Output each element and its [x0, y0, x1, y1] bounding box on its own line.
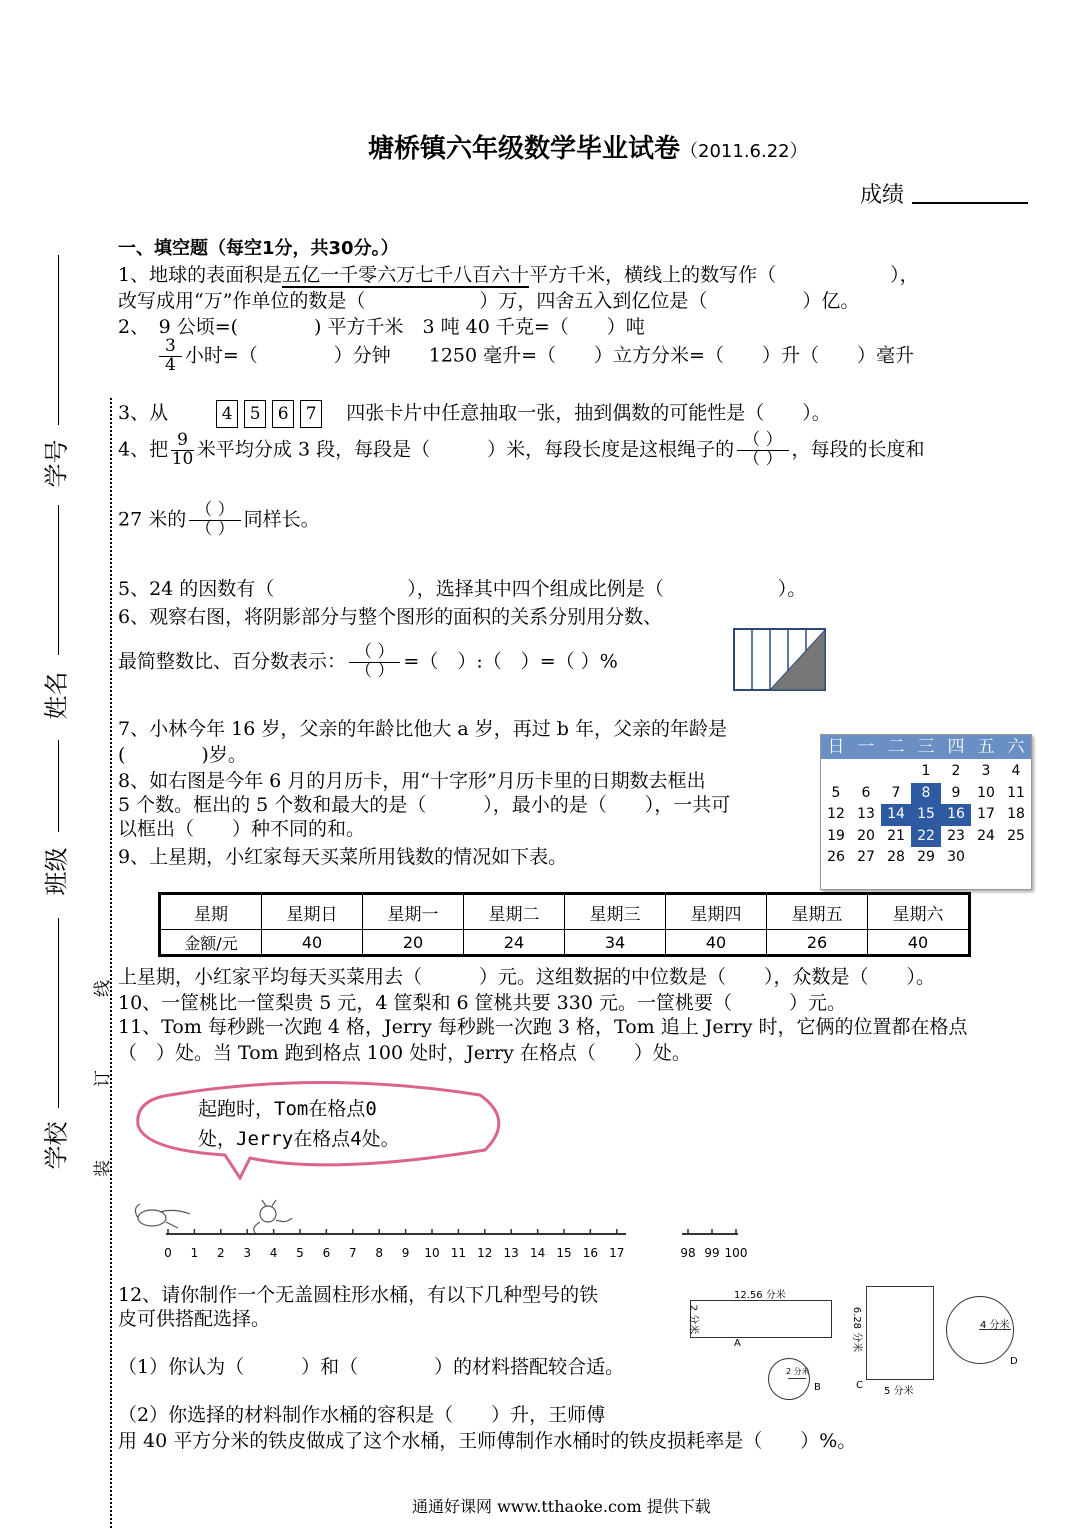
- calendar-day: 6: [861, 784, 871, 801]
- calendar-day: 17: [977, 806, 995, 822]
- number-line-label: 10: [424, 1246, 440, 1260]
- number-line-label: 0: [164, 1246, 172, 1260]
- calendar-day: 22: [911, 826, 941, 848]
- exam-title: 塘桥镇六年级数学毕业试卷（2011.6.22）: [368, 134, 808, 164]
- calendar-day: 10: [977, 784, 995, 801]
- score-label: 成绩: [860, 183, 905, 208]
- shape-d-radius: 4 分米: [980, 1320, 1010, 1331]
- calendar-day: 1: [921, 763, 931, 779]
- q7-line1: 7、小林今年 16 岁，父亲的年龄比他大 a 岁，再过 b 年，父亲的年龄是: [118, 718, 727, 740]
- calendar-day: [971, 847, 1001, 869]
- student-id-label: 学号: [42, 439, 71, 488]
- q4-blank-fraction: $\frac{( )}{( )}$: [737, 432, 788, 469]
- shape-c-label: C: [856, 1380, 863, 1391]
- q2-fraction: $\frac{3}{4}$: [159, 338, 182, 375]
- card-7: 7: [300, 400, 322, 428]
- q4-blank-fraction-2: $\frac{( )}{( )}$: [189, 502, 240, 539]
- table-cell: 24: [464, 930, 565, 956]
- number-line-label: 6: [322, 1246, 331, 1260]
- calendar-day: 3: [981, 763, 991, 779]
- table-cell: 40: [868, 930, 970, 956]
- number-line-label: 13: [503, 1246, 519, 1260]
- name-label: 姓名: [42, 671, 71, 720]
- q2-line1: 2、 9 公顷=( ) 平方千米 3 吨 40 千克=（ ）吨: [118, 316, 645, 338]
- calendar-day: 5: [831, 784, 841, 801]
- jerry-sketch: [254, 1200, 292, 1234]
- binding-char-zhuang: 装: [93, 1160, 113, 1177]
- card-4: 4: [216, 400, 238, 428]
- number-line-label: 3: [243, 1246, 252, 1260]
- binding-dotted-line: [110, 398, 112, 1528]
- calendar-day: 25: [1007, 827, 1025, 844]
- student-id-line: [58, 255, 59, 425]
- calendar-day: 7: [891, 784, 901, 801]
- table-header: 星期四: [666, 894, 767, 930]
- june-calendar: [820, 734, 1032, 890]
- calendar-day: 13: [857, 806, 875, 822]
- q4-line2: 27 米的 $\frac{( )}{( )}$ 同样长。: [118, 500, 320, 539]
- q1-line2: 改写成用“万”作单位的数是（ ）万，四舍五入到亿位是（ ）亿。: [118, 290, 860, 312]
- number-line-labels: [130, 1246, 770, 1266]
- q6-shaded-figure: [733, 628, 827, 692]
- tom-sketch: [135, 1204, 190, 1228]
- q4-line1: 4、把 $\frac{9}{10}$ 米平均分成 3 段，每段是（ ）米，每段长度是这根绳子的 $\frac{( )}{( )}$ ，每段的长度和: [118, 430, 925, 469]
- number-line-label: 17: [609, 1246, 625, 1260]
- shape-b-radius: 2 分米: [786, 1367, 810, 1376]
- spending-table: [158, 892, 971, 957]
- table-cell: 26: [767, 930, 868, 956]
- q5-line: 5、24 的因数有（ ），选择其中四个组成比例是（ ）。: [118, 578, 807, 600]
- calendar-days: [821, 759, 1031, 869]
- score-blank[interactable]: [912, 202, 1028, 204]
- calendar-day: [851, 761, 881, 783]
- calendar-day: 19: [827, 827, 845, 844]
- number-line-label: 9: [401, 1246, 410, 1260]
- shape-b-circle: [768, 1358, 810, 1400]
- card-5: 5: [244, 400, 266, 428]
- calendar-day: 9: [951, 784, 961, 801]
- number-line-label: 12: [477, 1246, 493, 1260]
- table-cell: 20: [363, 930, 464, 956]
- card-6: 6: [272, 400, 294, 428]
- q1-underlined-number: 五亿一千零六万七千八百六十: [282, 264, 530, 286]
- shape-b-label: B: [814, 1382, 821, 1393]
- calendar-day: 29: [917, 849, 935, 865]
- q8-line2: 5 个数。框出的 5 个数和最大的是（ ），最小的是（ ），一共可: [118, 794, 731, 816]
- shape-a-height: 2 分米: [687, 1304, 699, 1335]
- calendar-day: 20: [857, 827, 875, 844]
- table-row-label: 金额/元: [160, 930, 262, 956]
- calendar-day: 11: [1007, 784, 1025, 801]
- shape-c-rect: [866, 1286, 934, 1380]
- table-cell: 40: [262, 930, 363, 956]
- calendar-day: 30: [947, 849, 965, 865]
- shape-a-rect: [690, 1300, 832, 1338]
- bubble-line1: 起跑时，Tom在格点0: [198, 1098, 377, 1120]
- number-line-label: 7: [348, 1246, 357, 1260]
- shape-b-radius-line: [788, 1378, 806, 1379]
- table-cell: 40: [666, 930, 767, 956]
- shape-d-label: D: [1010, 1356, 1018, 1367]
- calendar-day: 21: [887, 827, 905, 844]
- q12-part1: （1）你认为（ ）和（ ）的材料搭配较合适。: [118, 1356, 625, 1378]
- q12-line1: 12、请你制作一个无盖圆柱形水桶，有以下几种型号的铁: [118, 1284, 599, 1306]
- binding-char-ding: 订: [93, 1070, 113, 1087]
- number-line-label: 14: [529, 1246, 546, 1260]
- table-header: 星期日: [262, 894, 363, 930]
- calendar-day: 18: [1007, 806, 1025, 822]
- q6-blank-fraction: $\frac{( )}{( )}$: [349, 644, 400, 681]
- q6-line1: 6、观察右图，将阴影部分与整个图形的面积的关系分别用分数、: [118, 606, 663, 628]
- bubble-line2: 处，Jerry在格点4处。: [198, 1128, 400, 1150]
- binding-char-line: 线: [93, 980, 113, 997]
- calendar-day: 23: [947, 827, 965, 844]
- calendar-day: 4: [1011, 763, 1021, 779]
- calendar-day: [821, 761, 851, 783]
- q10-line: 10、一筐桃比一筐梨贵 5 元，4 筐梨和 6 筐桃共要 330 元。一筐桃要（ ）元。: [118, 992, 846, 1014]
- number-line-label: 8: [375, 1246, 384, 1260]
- name-line: [58, 505, 59, 655]
- q1-line1: 1、地球的表面积是五亿一千零六万七千八百六十平方千米，横线上的数写作（ ），: [118, 264, 919, 286]
- number-line-label: 100: [724, 1246, 748, 1260]
- calendar-day: 28: [887, 849, 905, 865]
- number-line-label: 11: [450, 1246, 467, 1260]
- calendar-day: [1001, 847, 1031, 869]
- q8-line3: 以框出（ ）种不同的和。: [118, 818, 366, 840]
- number-line-label: 98: [680, 1246, 696, 1260]
- number-line-label: 4: [269, 1246, 278, 1260]
- table-header: 星期六: [868, 894, 970, 930]
- q12-line2: 皮可供搭配选择。: [118, 1308, 271, 1330]
- q11-line1: 11、Tom 每秒跳一次跑 4 格，Jerry 每秒跳一次跑 3 格，Tom 追上 Jerry 时，它俩的位置都在格点: [118, 1016, 968, 1038]
- q3-line: 3、从 4 5 6 7 四张卡片中任意抽取一张，抽到偶数的可能性是（ ）。: [118, 398, 831, 428]
- shape-c-width: 5 分米: [884, 1386, 914, 1397]
- calendar-header: 日 一 二 三 四 五 六: [821, 735, 1031, 759]
- shape-c-height: 6.28 分米: [851, 1306, 863, 1353]
- table-header: 星期五: [767, 894, 868, 930]
- q11-line2: （ ）处。当 Tom 跑到格点 100 处时，Jerry 在格点（ ）处。: [118, 1042, 691, 1064]
- table-header: 星期三: [565, 894, 666, 930]
- q9-line: 9、上星期，小红家每天买菜所用钱数的情况如下表。: [118, 846, 568, 868]
- q12-part2a: （2）你选择的材料制作水桶的容积是（ ）升，王师傅: [118, 1404, 606, 1426]
- q12-part2b: 用 40 平方分米的铁皮做成了这个水桶，王师傅制作水桶时的铁皮损耗率是（ ）%。: [118, 1430, 857, 1452]
- calendar-day: 12: [827, 806, 845, 822]
- calendar-day: 2: [951, 763, 961, 779]
- number-line-label: 99: [704, 1246, 720, 1260]
- number-line-label: 16: [582, 1246, 599, 1260]
- shape-a-label: A: [734, 1338, 741, 1349]
- calendar-day: 27: [857, 849, 875, 865]
- section-title: 一、填空题（每空1分，共30分。）: [118, 238, 399, 259]
- q7-line2: ( )岁。: [118, 744, 247, 766]
- calendar-day: 26: [827, 849, 845, 865]
- q4-fraction: $\frac{9}{10}$: [171, 430, 194, 469]
- number-line-label: 5: [296, 1246, 304, 1260]
- calendar-day: 8: [911, 783, 941, 805]
- school-line: [58, 918, 59, 1108]
- calendar-day: [881, 761, 911, 783]
- number-line-label: 1: [190, 1246, 199, 1260]
- q6-line2: 最简整数比、百分数表示： $\frac{( )}{( )}$ =（ ）:（ ）=（ ）%: [118, 642, 618, 681]
- calendar-day: 14: [881, 804, 911, 826]
- table-header: 星期: [160, 894, 262, 930]
- q9-answer-line: 上星期，小红家平均每天买菜用去（ ）元。这组数据的中位数是（ ），众数是（ ）。: [118, 966, 936, 988]
- class-line: [58, 740, 59, 832]
- table-header: 星期一: [363, 894, 464, 930]
- class-label: 班级: [42, 847, 71, 896]
- footer-credit: 通通好课网 www.tthaoke.com 提供下载: [412, 1497, 711, 1516]
- number-line-label: 2: [216, 1246, 225, 1260]
- calendar-day: 15: [911, 804, 941, 826]
- q8-line1: 8、如右图是今年 6 月的月历卡，用“十字形”月历卡里的日期数去框出: [118, 770, 706, 792]
- calendar-day: 24: [977, 827, 995, 844]
- q2-line2: $\frac{3}{4}$ 小时=（ ）分钟 1250 毫升=（ ）立方分米=（ ）升（ ）毫升: [156, 338, 914, 375]
- shape-a-width: 12.56 分米: [734, 1290, 786, 1301]
- table-cell: 34: [565, 930, 666, 956]
- number-line-label: 15: [556, 1246, 572, 1260]
- table-header: 星期二: [464, 894, 565, 930]
- school-label: 学校: [42, 1121, 71, 1170]
- calendar-day: 16: [941, 804, 971, 826]
